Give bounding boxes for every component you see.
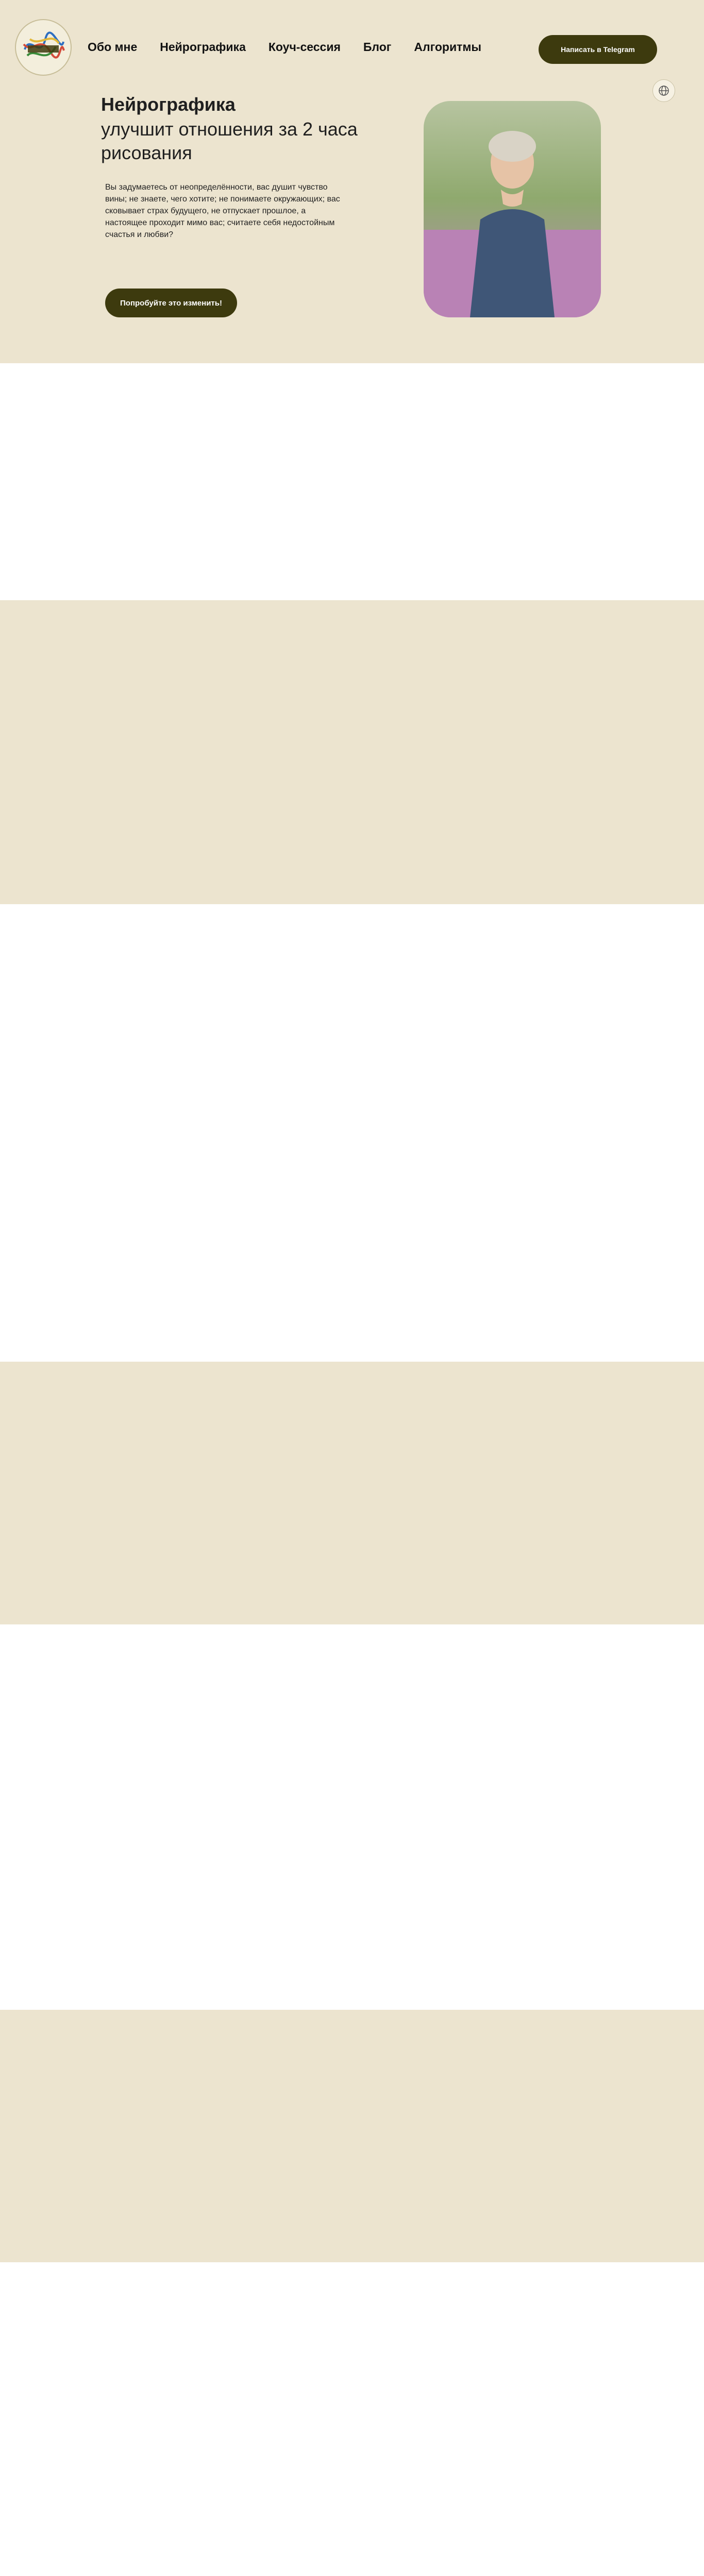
test-section xyxy=(0,904,704,1362)
faq-section xyxy=(0,1624,704,2010)
nav-item-blog[interactable]: Блог xyxy=(363,40,392,54)
nav-item-about[interactable]: Обо мне xyxy=(88,40,138,54)
blank-area xyxy=(0,2262,704,2576)
globe-icon xyxy=(658,85,669,96)
nav-item-coaching[interactable]: Коуч-сессия xyxy=(268,40,341,54)
algorithms-section xyxy=(0,1362,704,1624)
hero-photo xyxy=(424,101,601,317)
hero-subtitle: улучшит отношения за 2 часа рисования xyxy=(101,118,358,163)
subscribe-section xyxy=(0,2010,704,2262)
hero-title: Нейрографика xyxy=(101,94,236,115)
about-section xyxy=(0,363,704,600)
site-header xyxy=(0,0,704,98)
hero-text: Вы задумаетесь от неопределённости, вас душит чувство вины; не знаете, чего хотите; не понимаете окружающих; вас сковывает страх будущего, не отпускает прошлое, а настоящее проходит мимо вас; считаете себя недостойным счастья и любви? xyxy=(105,183,340,239)
hero-cta-button[interactable]: Попробуйте это изменить! xyxy=(105,289,237,317)
what-section xyxy=(0,600,704,904)
main-nav xyxy=(88,40,481,54)
site-logo[interactable] xyxy=(14,19,72,76)
nav-item-algorithms[interactable]: Алгоритмы xyxy=(414,40,482,54)
language-button[interactable] xyxy=(652,79,675,102)
hero-section xyxy=(0,0,704,363)
nav-item-neurographics[interactable]: Нейрографика xyxy=(160,40,246,54)
header-telegram-button[interactable]: Написать в Telegram xyxy=(539,35,657,64)
